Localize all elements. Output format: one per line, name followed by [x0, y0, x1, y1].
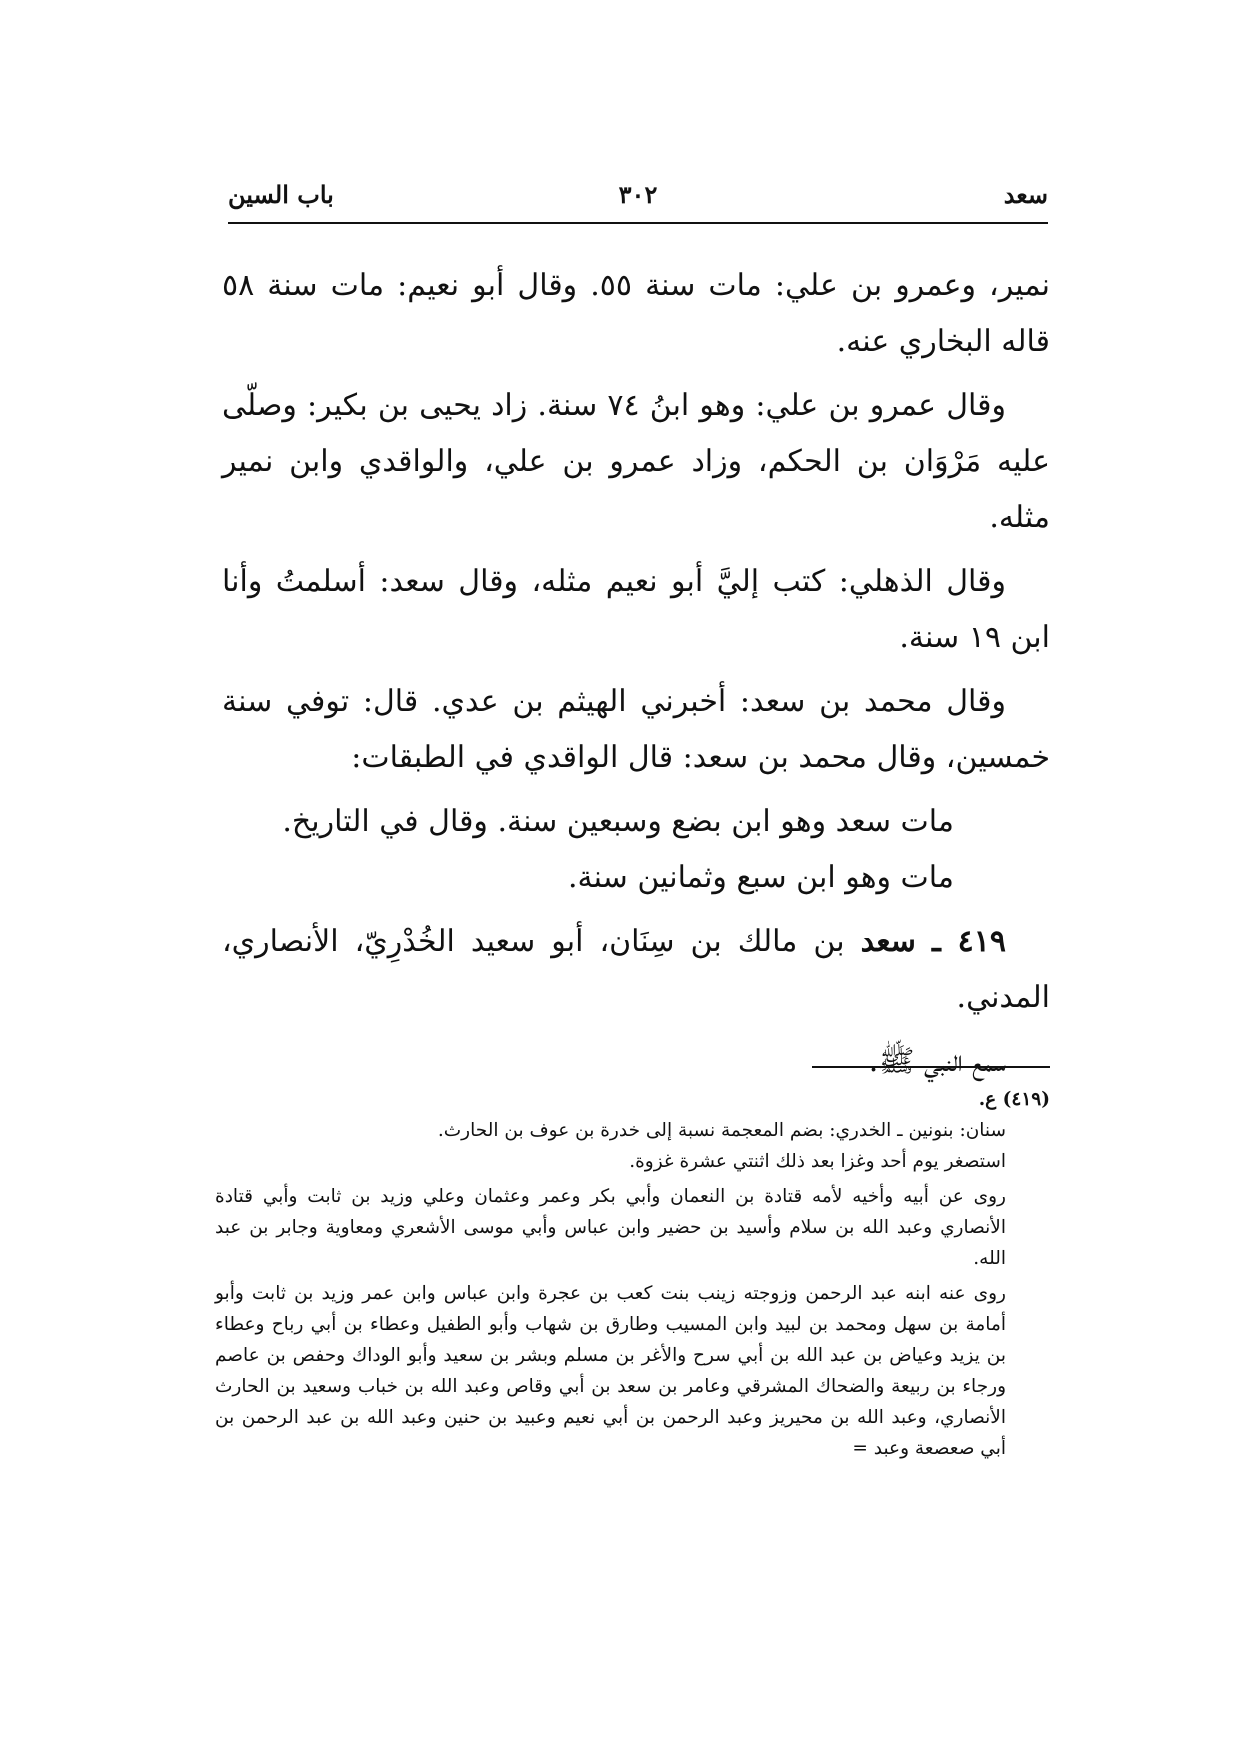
- footnote-line: استصغر يوم أحد وغزا بعد ذلك اثنتي عشرة غزوة.: [629, 1151, 1006, 1172]
- entry-name: سعد: [860, 924, 916, 959]
- footnote-paragraph: روى عنه ابنه عبد الرحمن وزوجته زينب بنت كعب بن عجرة وابن عباس وابن عمر وزيد بن ثابت وأبو أمامة بن سهل ومحمد بن لبيد وابن المسيب وطارق بن شهاب وأبو الطفيل وعطاء بن أبي رباح وعطاء بن يزيد وعياض بن عبد الله بن أبي سرح والأغر بن مسلم وبشر بن سعيد وأبو الوداك وحفص بن عاصم ورجاء بن ربيعة والضحاك المشرقي وعامر بن سعد بن أبي وقاص وعبد الله بن خباب وسعيد بن الحارث الأنصاري، وعبد الله بن محيريز وعبد الرحمن بن أبي نعيم وعبيد بن حنين وعبد الله بن عبد الرحمن بن أبي صعصعة وعبد =: [215, 1283, 1006, 1459]
- footnotes: [215, 1084, 1050, 1464]
- running-header-section: سعد: [1003, 180, 1048, 209]
- footnote-tag: (٤١٩) ع.: [978, 1089, 1050, 1110]
- paragraph: نمير، وعمرو بن علي: مات سنة ٥٥. وقال أبو نعيم: مات سنة ٥٨ قاله البخاري عنه.: [222, 268, 1051, 359]
- biography-entry-heading: [222, 914, 1050, 1026]
- quoted-passage: [222, 794, 954, 906]
- page-number: ٣٠٢: [618, 180, 658, 209]
- footnote-separator: [812, 1066, 1050, 1068]
- header-rule: [228, 222, 1048, 224]
- quote-line: مات سعد وهو ابن بضع وسبعين سنة. وقال في التاريخ.: [282, 804, 954, 839]
- paragraph: وقال الذهلي: كتب إليَّ أبو نعيم مثله، وقال سعد: أسلمتُ وأنا ابن ١٩ سنة.: [222, 564, 1050, 655]
- footnote-paragraph: روى عن أبيه وأخيه لأمه قتادة بن النعمان وأبي بكر وعمر وعثمان وعلي وزيد بن ثابت وأبي قتادة الأنصاري وعبد الله بن سلام وأسيد بن حضير وابن عباس وأبي موسى الأشعري ومعاوية وجابر بن عبد الله.: [215, 1186, 1006, 1269]
- footnote-line: سنان: بنونين ـ الخدري: بضم المعجمة نسبة إلى خدرة بن عوف بن الحارث.: [437, 1120, 1006, 1141]
- running-header: [228, 180, 1048, 216]
- entry-lineage: بن مالك بن سِنَان، أبو سعيد الخُدْرِيّ، الأنصاري، المدني.: [222, 924, 1050, 1015]
- entry-number: ٤١٩ ـ: [931, 924, 1006, 959]
- main-text: [222, 258, 1050, 1098]
- quote-line: مات وهو ابن سبع وثمانين سنة.: [568, 860, 954, 895]
- paragraph: وقال محمد بن سعد: أخبرني الهيثم بن عدي. قال: توفي سنة خمسين، وقال محمد بن سعد: قال الواقدي في الطبقات:: [222, 684, 1050, 775]
- paragraph: وقال عمرو بن علي: وهو ابنُ ٧٤ سنة. زاد يحيى بن بكير: وصلّى عليه مَرْوَان بن الحكم، وزاد عمرو بن علي، والواقدي وابن نمير مثله.: [222, 388, 1050, 535]
- paragraph: سمع النبي ﷺ.: [868, 1044, 1006, 1079]
- running-header-chapter: باب السين: [228, 180, 334, 209]
